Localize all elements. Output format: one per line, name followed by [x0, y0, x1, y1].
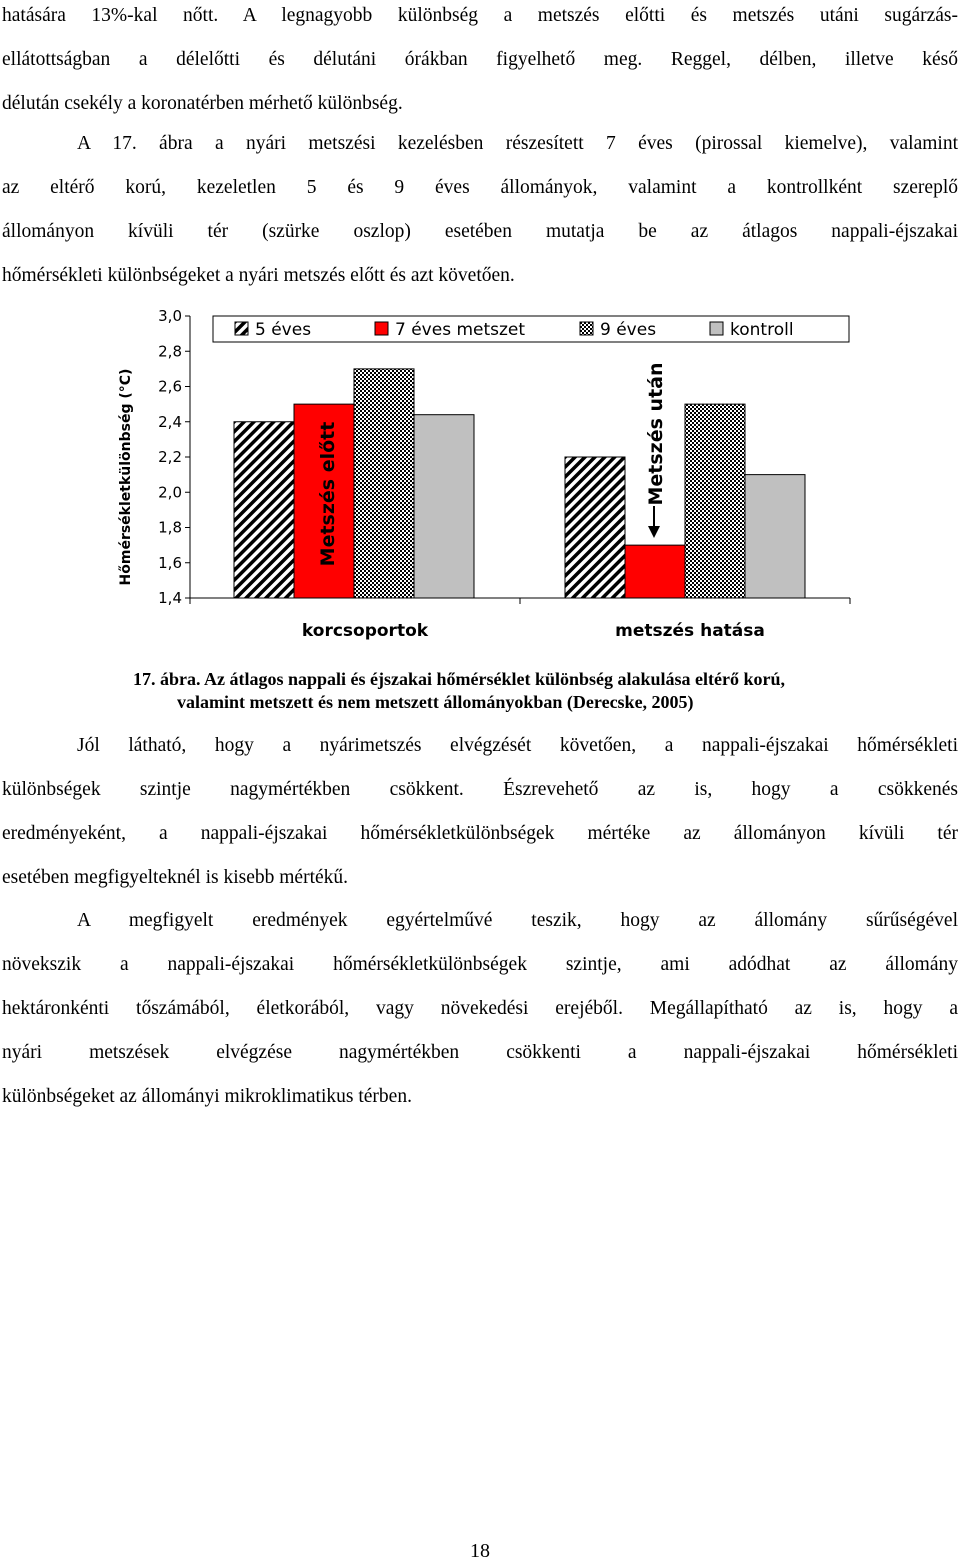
legend-swatch [235, 322, 248, 335]
intro-paragraph [2, 122, 958, 298]
page-number: 18 [470, 1540, 490, 1562]
annotation-metszes-elott: Metszés előtt [317, 421, 339, 567]
legend-label: 7 éves metszet [395, 320, 526, 340]
y-tick-label: 2,4 [158, 412, 182, 431]
y-tick-label: 1,4 [158, 589, 182, 607]
y-tick-label: 1,8 [158, 518, 182, 537]
text-line: hőmérsékleti különbségeket a nyári metszés előtt és azt követően. [2, 265, 515, 286]
bar [625, 545, 685, 598]
text-line: különbségeket az állományi mikroklimatikus térben. [2, 1086, 412, 1107]
caption-line-2: valamint metszett és nem metszett állományokban (Derecske, 2005) [177, 692, 694, 712]
text-line: növekszik a nappali-éjszakai hőmérsékletkülönbségek szintje, ami adódhat az állomány [2, 954, 958, 975]
bar [414, 415, 474, 598]
category-label: korcsoportok [301, 621, 429, 641]
bar [234, 422, 294, 598]
text-line: ellátottságban a délelőtti és délutáni órákban figyelhető meg. Reggel, délben, illetve késő [2, 49, 958, 70]
y-tick-label: 1,6 [158, 553, 182, 572]
text-line: különbségek szintje nagymértékben csökkent. Észrevehető az is, hogy a csökkenés [2, 779, 958, 800]
figure-number: 17. ábra. [133, 669, 201, 689]
text-line: állományon kívüli tér (szürke oszlop) esetében mutatja be az átlagos nappali-éjszakai [2, 221, 958, 242]
legend-label: 5 éves [255, 320, 312, 340]
figure-caption [0, 668, 960, 714]
bar [565, 457, 625, 598]
text-line: A megfigyelt eredmények egyértelművé teszik, hogy az állomány sűrűségével [77, 910, 958, 931]
y-tick-label: 2,0 [158, 483, 182, 502]
y-tick-label: 2,2 [158, 448, 182, 466]
y-axis-label: Hőmérsékletkülönbség (°C) [118, 368, 134, 586]
y-tick-label: 2,6 [158, 377, 182, 396]
text-line: A 17. ábra a nyári metszési kezelésben részesített 7 éves (pirossal kiemelve), valamint [77, 133, 958, 154]
bar-chart-svg [110, 296, 860, 648]
y-tick-label: 2,8 [158, 342, 182, 361]
annotation-metszes-utan: Metszés után [645, 362, 667, 506]
annotation-arrow-head [648, 526, 660, 538]
legend-swatch [710, 322, 723, 335]
text-line: délután csekély a koronatérben mérhető különbség. [2, 93, 403, 114]
bar [685, 404, 745, 598]
bar-chart [110, 296, 860, 648]
paragraph-3 [2, 899, 958, 1119]
text-line: esetében megfigyelteknél is kisebb mértékű. [2, 867, 349, 888]
top-paragraph [2, 0, 958, 126]
text-line: Jól látható, hogy a nyárimetszés elvégzését követően, a nappali-éjszakai hőmérsékleti [77, 735, 958, 756]
bar [745, 475, 805, 598]
legend-swatch [375, 322, 388, 335]
text-line: nyári metszések elvégzése nagymértékben csökkenti a nappali-éjszakai hőmérsékleti [2, 1042, 958, 1063]
text-line: az eltérő korú, kezeletlen 5 és 9 éves állományok, valamint a kontrollként szereplő [2, 177, 958, 198]
bar [354, 369, 414, 598]
text-line: eredményeként, a nappali-éjszakai hőmérsékletkülönbségek mértéke az állományon kívüli tér [2, 823, 958, 844]
category-label: metszés hatása [615, 621, 765, 641]
y-tick-label: 3,0 [158, 307, 182, 325]
legend-label: 9 éves [600, 320, 657, 340]
legend-label: kontroll [730, 320, 794, 340]
caption-line-1: Az átlagos nappali és éjszakai hőmérséklet különbség alakulása eltérő korú, [204, 669, 786, 689]
text-line: hatására 13%-kal nőtt. A legnagyobb különbség a metszés előtti és metszés utáni sugárzás- [2, 5, 958, 26]
paragraph-2 [2, 724, 958, 900]
text-line: hektáronkénti tőszámából, életkorából, vagy növekedési erejéből. Megállapítható az is, hogy a [2, 998, 958, 1019]
legend-swatch [580, 322, 593, 335]
